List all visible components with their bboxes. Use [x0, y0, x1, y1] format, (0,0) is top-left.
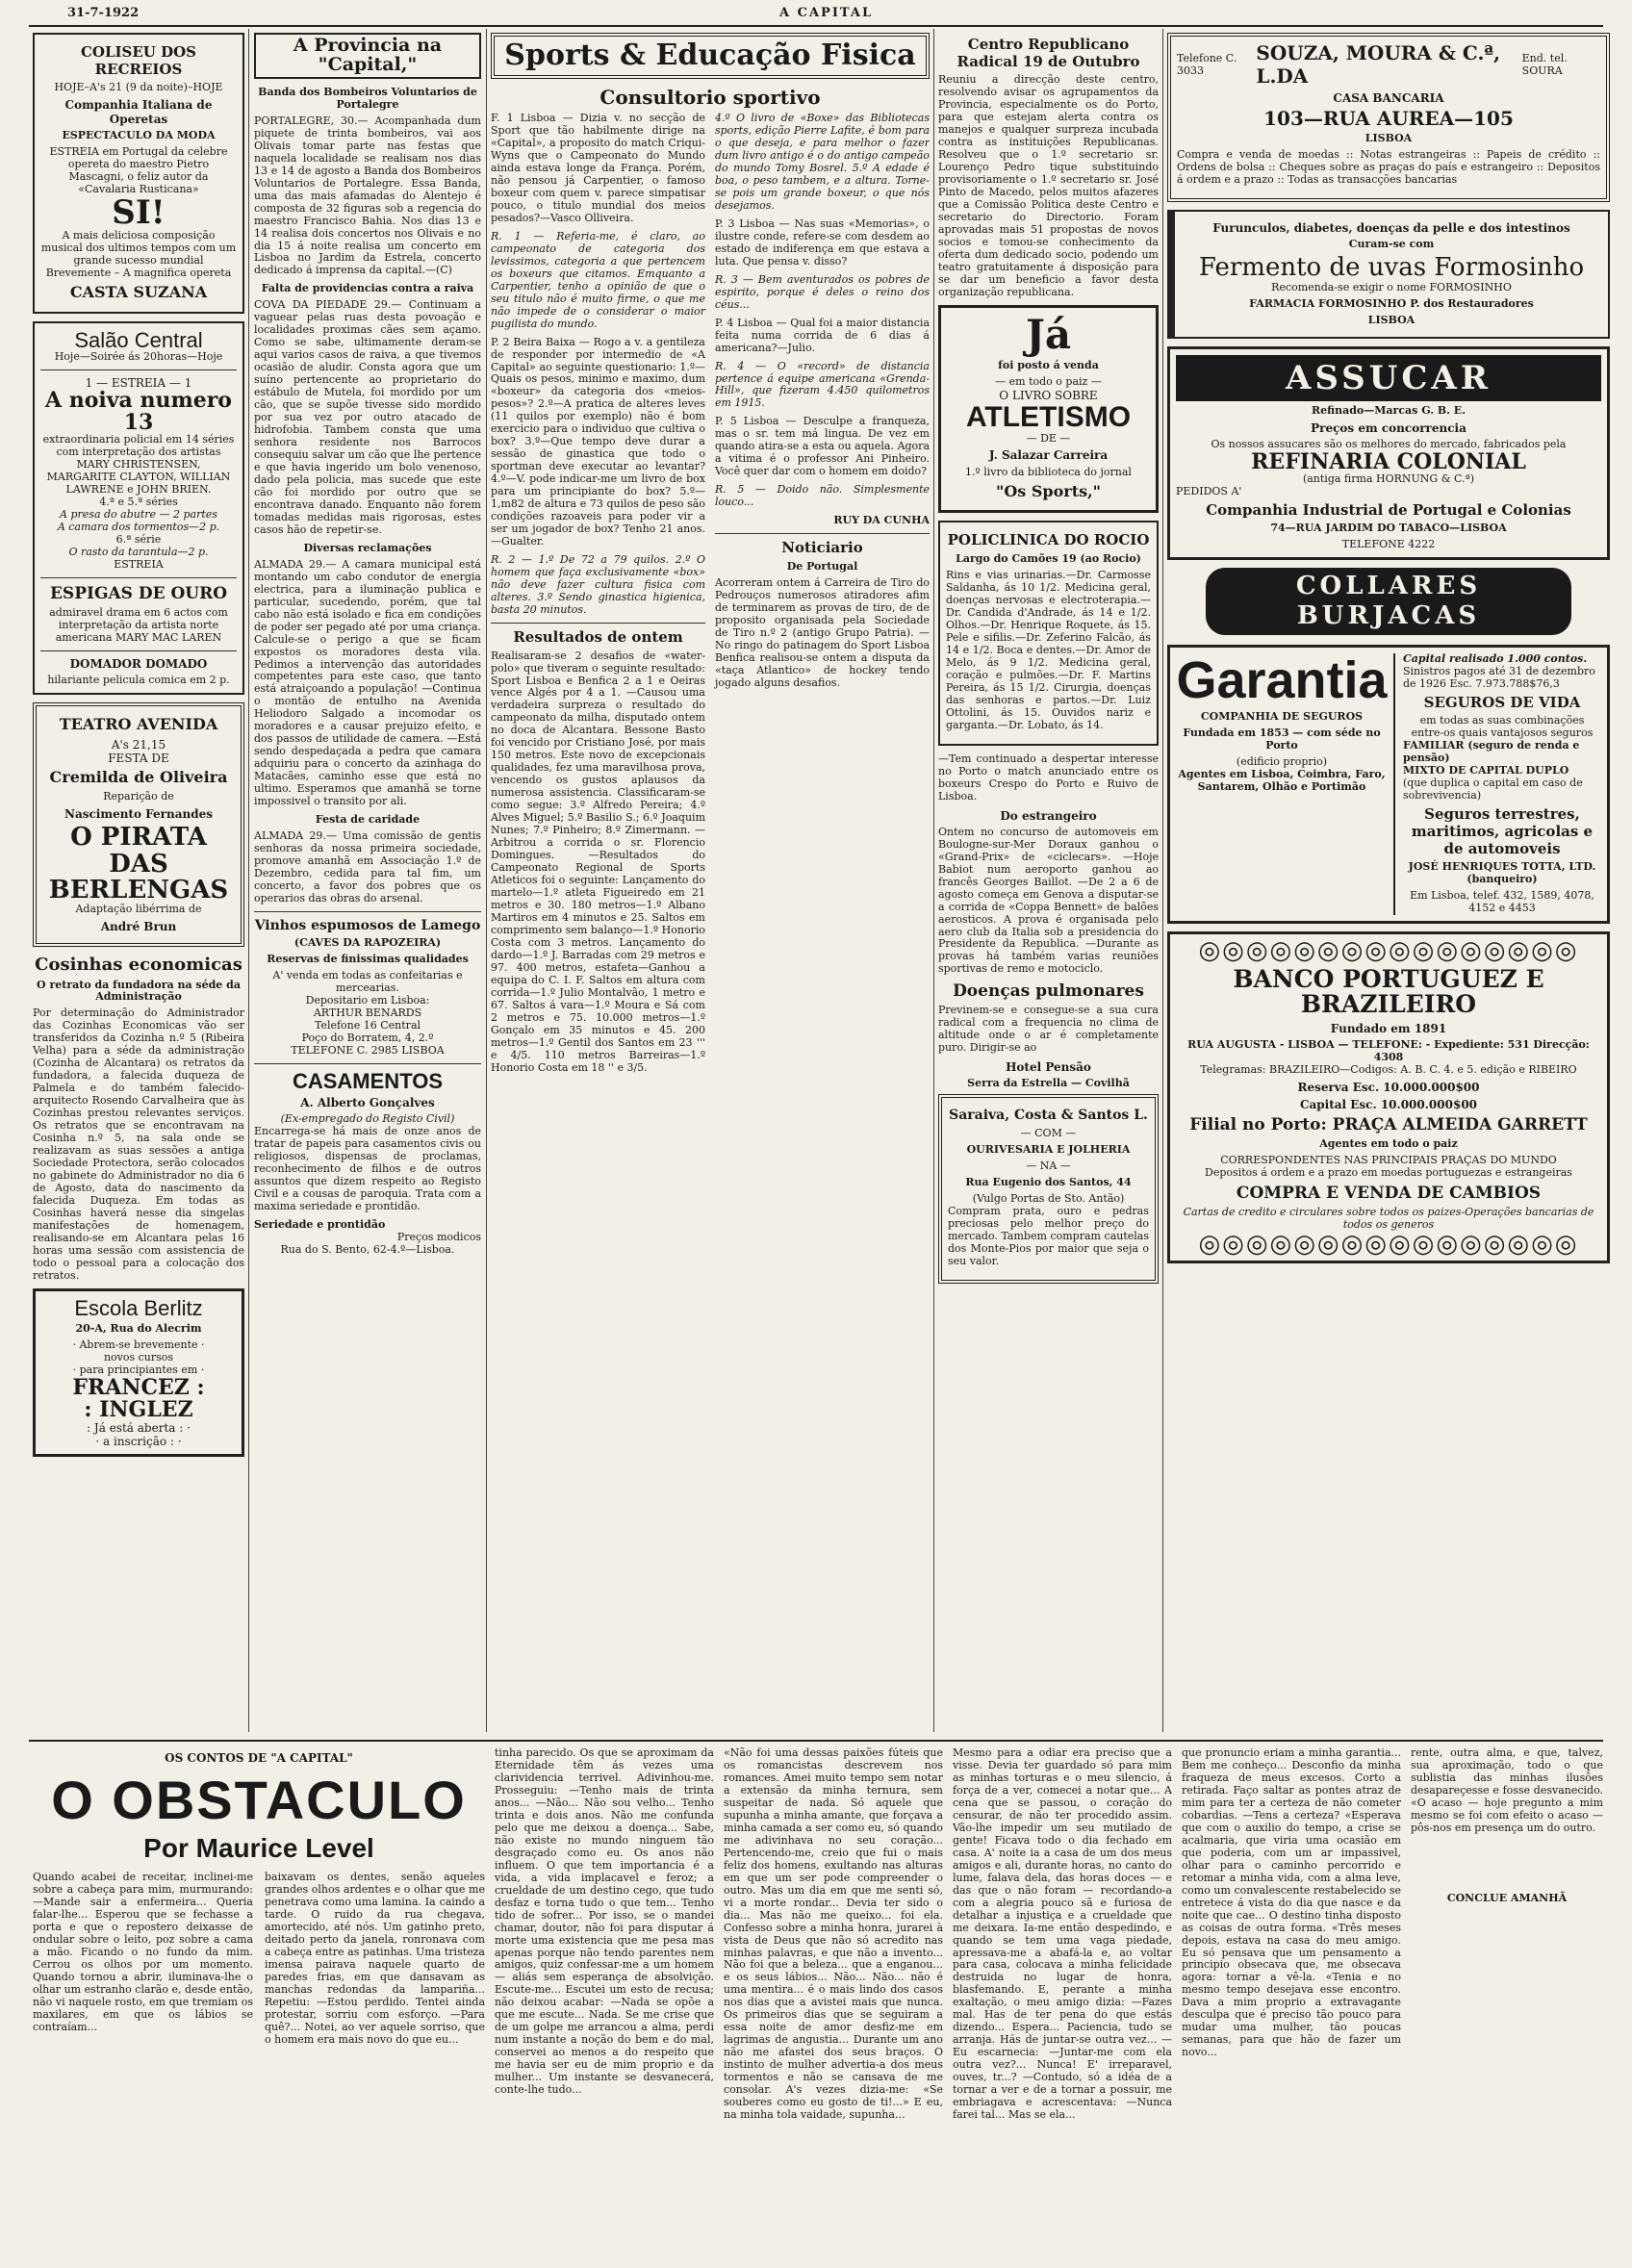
a1: R. 1 — Referia-me, é claro, ao campeonato de categoria dos levissimos, categoria a que pertencem os boxeurs que citamos. Emquanto a Carpentier, tenho a opinião de que o seu titulo não é muito firme, o que me não impede de o considerar o maior pugilista do mundo.: [491, 229, 705, 330]
paper-name: A CAPITAL: [779, 6, 874, 20]
coliseu-ad: [33, 33, 244, 314]
casamentos-sub: (Ex-empregado do Registo Civil): [280, 1112, 455, 1126]
s1-head: Banda dos Bombeiros Voluntarios de Portalegre: [258, 85, 477, 111]
centro-body: Reuniu a direcção deste centro, resolvendo avisar os agrupamentos da Provincia, especialmente os do Porto, para que estejam alerta contra os manejos e qualquer surpreza incubada contra as instituições Republicanas. Resolveu que o 1.º secretario sr. Lourenço Pedro tique substituindo provisoriamente o 1.º secretario sr. José Pinto de Macedo, pelos muitos afazeres que a Comissão Politica deste Centro e secretario do Directorio. Foram aprovadas mais 51 propostas de novos socios e tomou-se conhecimento da oferta dum dedicado socio, podendo um teatro gratuitamente á disposição para se dar um beneficio a favor desta organização republicana.: [938, 73, 1159, 298]
sports-title: Sports & Educação Fisica: [504, 38, 916, 72]
ferm-l4: FARMACIA FORMOSINHO P. dos Restauradores: [1249, 296, 1534, 310]
souza-top: [1177, 42, 1600, 88]
gar-found: Fundada em 1853 — com séde no Porto: [1183, 726, 1381, 752]
story-kicker: OS CONTOS DE "A CAPITAL": [165, 1751, 353, 1765]
divider: [715, 533, 930, 534]
sar-title: Saraiva, Costa & Santos L.: [949, 1108, 1148, 1124]
garantia-right: [1403, 653, 1601, 915]
salao-espigas: ESPIGAS DE OURO: [49, 584, 228, 603]
centro-title: Centro Republicano Radical 19 de Outubro: [956, 36, 1140, 70]
casamentos-price: Preços modicos: [396, 1231, 481, 1244]
assucar-addr: 74—RUA JARDIM DO TABACO—LISBOA: [1270, 522, 1507, 535]
dp-loc: Serra da Estrella — Covilhã: [967, 1077, 1130, 1090]
divider: [254, 911, 481, 912]
column-4: [938, 33, 1159, 1726]
sar-addr: Rua Eugenio dos Santos, 44: [965, 1175, 1132, 1188]
ja-book: ATLETISMO: [965, 401, 1132, 433]
story-p5: Mesmo para a odiar era preciso que a visse. Devia ter guardado só para mim as minhas torturas e o meu silencio, á força de a ver, comecei a notar que... A cena que se passou, o coração do censurar, de não ter procedido assim. Vão-lhe impedir um seu mutilado de gente! Ficava todo o dia fechado em casa. A' noite ia a casa de um dos meus amigos e ali, durante horas, no canto do lume, falava dela, das horas doces — e das que o não foram — recordando-a com a alegria pouco sã e furiosa de detalhar a injustiça e a crueldade que me deixara. Ia-me então despedindo, e quando se tem uma vaga piedade, apressava-me a abafá-la e, ao voltar para casa, colocava a minha felicidade destruida no lugar de honra, blasfemando. E, perante a minha exaltação, o meu amigo dizia: —Fazes mal. Has de ter pena do que estás dizendo... Espera... Paciencia, tudo se arranja. Hás de juntar-se outra vez... —Eu escarnecia: —Juntar-me com ela outra vez?... Nunca! E' irreparavel, ouves, tr...? —Contudo, só a idéa de a tornar a ver e de a tornar a possuir, me embriagava e acrescentava: —Nunca farei tal... Mas se ela...: [953, 1747, 1172, 2122]
bpb-cart: Cartas de credito e circulares sobre todos os paizes-Operações bancarias de todos os generos: [1183, 1205, 1594, 1231]
salao-espigas-desc: admiravel drama em 6 actos com interpretação da artista norte americana MARY MAC LAREN: [49, 606, 228, 644]
gar-sin: Sinistros pagos até 31 de dezembro de 1926 Esc. 7.973.788$76,3: [1403, 664, 1595, 690]
sar-body: Compram prata, ouro e pedras preciosas pelo melhor preço do mercado. Tambem compram cautelas dos Monte-Pios por maior que seja o seu valor.: [948, 1204, 1149, 1267]
column-3: [491, 33, 930, 1726]
souza-sub: CASA BANCARIA: [1333, 91, 1444, 106]
q1: F. 1 Lisboa — Dizia v. no secção de Sport que tão habilmente dirige na «Capital», a proposito do match Criqui-Wyns que o Campeonato do Mundo ainda estava longe da França. Porém, não pensou já Carpentier, o famoso boxeur com quem v. parece simpatisar pouco, o titulo mundial dos meios pesados?—Vasco Olliveira.: [491, 112, 705, 224]
coliseu-note: A mais deliciosa composição musical dos ultimos tempos com um grande sucesso mundial: [40, 229, 237, 268]
res-title: Resultados de ontem: [513, 627, 683, 646]
assucar-ped: PEDIDOS A': [1176, 484, 1242, 497]
souza-moura-ad: [1167, 33, 1610, 202]
salao-series: 4.ª e 5.ª séries: [99, 496, 178, 509]
column-2: [254, 33, 481, 1726]
berlitz-addr: 20-A, Rua do Alecrim: [75, 1321, 202, 1335]
salao-ep: 1 — ESTREIA — 1: [85, 376, 192, 390]
ornament-border: ◎◎◎◎◎◎◎◎◎◎◎◎◎◎◎◎: [1198, 1231, 1579, 1257]
vinhos-l3: Depositario em Lisboa:: [305, 994, 430, 1007]
gar-title: Garantia: [1176, 650, 1388, 709]
teatro-festa: FESTA DE: [108, 752, 169, 766]
salao-times: Hoje—Soirée ás 20horas—Hoje: [54, 350, 223, 364]
atletismo-ad: [938, 305, 1159, 514]
casamentos-end: Seriedade e prontidão: [254, 1218, 386, 1232]
column-rule: [1162, 29, 1163, 1732]
story-p4: «Não foi uma dessas paixões fúteis que os romancistas descrevem nos romances. Amei muito tempo sem notar a extensão da minha ternura, sem suspeitar de nada. Só aquele que supunha a minha amante, que forçava a minha camada a ser como eu, só quando me adivinhava no seu coração... Pertencendo-me, creio que fui o mais feliz dos homens, exultando nas alturas em que um ser pode compreender o outro. Mas um dia em que me senti só, vi a morte rondar... Devia ter sido o dia... Mas não me queixo... foi ela. Confesso sobre a minha honra, jurarei à vista de Deus que não só acredito nas minhas palavras, e que não a invento... Não foi que a beleza... que a enganou... e os seus lábios... Não... Não... não é uma mentira... é o mais lindo dos casos nos dias que a avistei mais que nunca. Os primeiros dias que se seguiram a essa noite de amor desfiz-me em lagrimas de angustia... Durante um ano não me afastei dos seus braços. O instinto de mulher advertia-a dos meus tormentos e não se cansava de me consolar. A's vezes dizia-me: «Se souberes como eu gosto de ti!...» E eu, na minha tola vaidade, supunha...: [724, 1747, 943, 2122]
salao-line3: 6.ª série: [115, 533, 162, 547]
s1-body: PORTALEGRE, 30.— Acompanhada dum piquete de trinta bombeiros, vai aos Olivais tomar parte nas festas que naquela localidade se realisam nos dias 13 e 14 de agosto a Banda dos Bombeiros Voluntarios de Portalegre. Essa Banda, uma das mais afamadas do Alentejo é composta de 32 figuras sob a regencia do maestro Francisco Bahia. Nos dias 13 e 14 realisa dois concertos nos Olivais e no dia 15 á noite realisa um concerto em Lisboa no Jardim da Estrela, concerto dedicado á imprensa da capital.—(C): [254, 114, 481, 277]
coliseu-next: CASTA SUZANA: [69, 283, 208, 302]
souza-body: Compra e venda de moedas :: Notas estrangeiras :: Papeis de crédito :: Ordens de bolsa :: Cheques sobre as praças do país e estrangeiro :: Depositos á ordem e a prazo :: Todas as transacções bancarias: [1177, 148, 1600, 187]
teatro-play1: O PIRATA: [70, 823, 207, 853]
signature: RUY DA CUNHA: [833, 514, 930, 527]
story-col-4: [953, 1747, 1172, 2257]
berlitz-en: : INGLEZ: [84, 1396, 193, 1422]
casamentos-title: CASAMENTOS: [292, 1069, 444, 1094]
story-col-5: [1182, 1747, 1401, 2257]
story-col-6: [1411, 1747, 1603, 2257]
s3-body: ALMADA 29.— A camara municipal está montando um cabo condutor de energia electrica, para a iluminação publica e particular, sucedendo, porém, que tal cabo não está isolado e fica em condições de poder ser pegado até por uma criança. Calcule-se o perigo a que se ficam expostos os moradores desta vila. Pedimos a intervenção das autoridades competentes para este caso, que tanto está atraiçoando a população! —Continua o montão de entulho na Avenida Heliodoro Salgado a incomodar os moradores e a causar prejuizo efeito, e dos passos de utilidade de camera. —Está sendo despedaçada a pedra que camara adquiriu para o concerto da azinhaga do Matacães, caminho esse que está no ultimo. Esperamos que amanhã se torne impossivel o transito por ali.: [254, 557, 481, 808]
p3: P. 3 Lisboa — Nas suas «Memorias», o ilustre conde, refere-se com desdem ao estado de indiferença em que estava a luta. Que pensa v. disso?: [715, 217, 930, 268]
estrangeiro-body: Ontem no concurso de automoveis em Boulogne-sur-Mer Doraux ganhou o «Grand-Prix» de «ciclecars». —Hoje Babiot num aeroporto ganhou ao francês Georges Baillot. —De 2 a 6 de agosto começa em Genova a disputar-se a corrida de «Coppa Bennett» de balões aerosticos. A prova é organisada pelo aero club da Italia sob a presidencia do Presidente da Republica. —Durante as provas há também varias reuniões sportivas de remo e motociclo.: [938, 825, 1159, 976]
divider: [40, 650, 237, 651]
souza-tel: Telefone C. 3033: [1177, 51, 1237, 77]
bpb-corr: CORRESPONDENTES NAS PRINCIPAIS PRAÇAS DO MUNDO: [1220, 1153, 1557, 1166]
noticiario-body: Acorreram ontem á Carreira de Tiro do Pedrouços numerosos atiradores afim de terminarem as provas de tiro, de de proposito organisada pela Sociedade de Tiro n.º 2 (antigo Grupo Patria). —No ringo do patinagem do Sport Lisboa Benfica realisou-se ontem a disputa da «taça Atlantico» de hockey tendo jogado alguns desafios.: [715, 575, 930, 689]
souza-city: LISBOA: [1364, 132, 1413, 145]
estrangeiro-title: Do estrangeiro: [1000, 808, 1097, 823]
gar-agent: JOSÉ HENRIQUES TOTTA, LTD. (banqueiro): [1408, 860, 1596, 886]
teatro-title: TEATRO AVENIDA: [59, 715, 218, 734]
divider: [491, 623, 705, 624]
p4: P. 4 Lisboa — Qual foi a maior distancia feita numa corrida de 6 dias á americana?—Julio.: [715, 316, 930, 354]
gar-fam: FAMILIAR (seguro de renda e pensão): [1403, 739, 1580, 765]
coliseu-desc: ESTREIA em Portugal da celebre opereta do maestro Pietro Mascagni, o feliz autor da «Cavalaria Rusticana»: [49, 144, 228, 195]
ja-l2: — em todo o paiz —: [995, 374, 1102, 388]
teatro-play2: DAS BERLENGAS: [48, 849, 229, 905]
story-title: O OBSTACULO: [51, 1770, 467, 1831]
coliseu-company: Companhia Italiana de Operetas: [64, 98, 213, 126]
cosinhas-body: Por determinação do Administrador das Cozinhas Economicas vão ser transferidos da Cozinha n.º 5 (Ribeira Velha) para a séde da administração (Cozinha de Alcantara) os retratos da fundadora, a falecida duqueza de Palmela e do também falecido-arquitecto Rosendo Carvalheira que às Cozinhas prestou relevantes serviços. Os retratos que se encontravam na Cosinha n.º 5, na sala onde se realizavam as suas sessões a antiga Sociedade Protectora, serão colocados no gabinete do Administrador no dia 6 de Agosto, data do nascimento da falecida Duqueza. Em todas as Cosinhas haverá nesse dia singelas manifestações de homenagem, realisando-se em Alcantara pelas 16 horas uma sessão com assistencia de todo o pessoal para a colocação dos retratos.: [33, 1007, 244, 1282]
berlitz-l1: · Abrem-se brevemente ·: [72, 1338, 205, 1351]
coliseu-time: HOJE–A's 21 (9 da noite)–HOJE: [54, 81, 223, 94]
gar-terr: Seguros terrestres, maritimos, agricolas e de automoveis: [1411, 805, 1594, 857]
vinhos-l6: Poço do Borratem, 4, 2.º: [301, 1032, 434, 1045]
teatro-who: Nascimento Fernandes: [64, 807, 213, 822]
noticiario-sub: De Portugal: [786, 559, 858, 573]
column-5: [1167, 33, 1610, 1726]
sar-trade: OURIVESARIA E JOLHERIA: [966, 1142, 1131, 1156]
coliseu-show: SI!: [112, 192, 166, 232]
ja-l1: foi posto á venda: [998, 358, 1099, 371]
poli-addr: Largo do Camões 19 (ao Rocio): [956, 552, 1141, 566]
gar-tel: Em Lisboa, telef. 432, 1589, 4078, 4152 e 4453: [1410, 889, 1594, 915]
teatro-adapt: Adaptação libérrima de: [75, 903, 202, 916]
berlitz-l3: · para principiantes em ·: [72, 1363, 205, 1376]
a2: R. 2 — 1.º De 72 a 79 quilos. 2.º O homem que faça exclusivamente «box» não deve fazer cultura fisica com alteres. 3.º Sendo ginastica higienica, basta 20 minutos.: [491, 553, 705, 616]
dp-title: Doenças pulmonares: [953, 981, 1144, 1002]
gar-agents: Agentes em Lisboa, Coimbra, Faro, Santarem, Olhão e Portimão: [1178, 768, 1386, 794]
vinhos-l7: TELEFONE C. 2985 LISBOA: [291, 1044, 445, 1058]
noticiario-title: Noticiario: [781, 539, 863, 557]
cosinhas-sub: O retrato da fundadora na séde da Administração: [37, 978, 241, 1004]
s3-head: Diversas reclamações: [303, 541, 432, 554]
bpb-agents: Agentes em todo o paiz: [1319, 1136, 1458, 1150]
sports-right: [715, 113, 930, 1080]
salao-estreia: ESTREIA: [114, 558, 164, 572]
berlitz-fr: FRANCEZ :: [72, 1374, 205, 1400]
sports-columns: [491, 113, 930, 1080]
gar-seg2: em todas as suas combinações entre-os quais vantajosos seguros: [1411, 714, 1594, 740]
p5: P. 5 Lisboa — Desculpe a franqueza, mas o sr. tem má lingua. De vez em quando atira-se a esta ou aquela. Agora a vitima é o professor Ani Pinheiro. Você quer dar com o homem em doido?: [715, 415, 930, 478]
assucar-ad: [1167, 346, 1610, 561]
ferm-title: Fermento de uvas Formosinho: [1198, 253, 1585, 283]
coliseu-title: COLISEU DOS RECREIOS: [80, 43, 197, 78]
bpb-filial: Filial no Porto: PRAÇA ALMEIDA GARRETT: [1189, 1114, 1588, 1134]
salao-line4: O rasto da tarantula—2 p.: [68, 546, 209, 559]
column-rule: [933, 29, 934, 1732]
banco-ad: [1167, 931, 1610, 1263]
souza-addr: 103—RUA AUREA—105: [1263, 107, 1514, 131]
gar-build: (edificio proprio): [1236, 755, 1328, 769]
bpb-cv: COMPRA E VENDA DE CAMBIOS: [1236, 1183, 1542, 1203]
vinhos-l5: Telefone 16 Central: [314, 1019, 421, 1032]
teatro-avenida-ad: [33, 702, 244, 947]
story-p2: baixavam os dentes, senão aqueles grandes olhos ardentes e o olhar que me penetrava como uma lamina. Ia caindo a tarde. O ruido da rua chegava, amortecido, até nós. Um gatinho preto, deitado perto da janela, ronronava com a cabeça entre as patinhas. Uma tristeza imensa pairava naquele quarto de paredes frias, em que dansavam as manchas redondas da lampariña... Repetiu: —Estou perdido. Tentei ainda protestar, sorriu com esforço. —Para quê?... Notei, ao ver aquele sorriso, que o homem era mais novo do que eu...: [265, 1871, 485, 2046]
story-col-1: [33, 1747, 485, 2257]
assucar-l1: Refinado—Marcas G. B. E.: [1311, 403, 1466, 417]
vinhos-sub: (CAVES DA RAPOZEIRA): [293, 936, 442, 950]
divider: [254, 1063, 481, 1064]
story-rule: [29, 1740, 1603, 1742]
salao-domador: DOMADOR DOMADO: [69, 656, 208, 671]
page-header: [29, 4, 1603, 27]
r5: R. 5 — Doido não. Simplesmente louco...: [715, 483, 930, 509]
salao-line2: A camara dos tormentos—2 p.: [57, 521, 220, 534]
dp-body: Previnem-se e consegue-se a sua cura radical com a frequencia no clima de altitude onde o ar é completamente puro. Dirigir-se ao: [938, 1004, 1159, 1055]
bpb-res: Reserva Esc. 10.000.000$00: [1297, 1080, 1480, 1094]
collares-ad: COLLARES BURJACAS: [1206, 568, 1571, 634]
ja-series: 1.º livro da biblioteca do jornal: [965, 465, 1132, 478]
garantia-ad: [1167, 645, 1610, 924]
ferm-l1: Furunculos, diabetes, doenças da pelle e dos intestinos: [1212, 221, 1570, 236]
fermento-ad: [1167, 210, 1610, 338]
bpb-dep: Depositos á ordem e a prazo em moedas portuguezas e estrangeiras: [1205, 1165, 1572, 1179]
teatro-name: Cremilda de Oliveira: [49, 768, 228, 787]
berlitz-title: Escola Berlitz: [74, 1295, 203, 1320]
gar-dup: (que duplica o capital em caso de sobrevivencia): [1403, 777, 1583, 803]
ja-title: Já: [1025, 310, 1072, 358]
bpb-addr: RUA AUGUSTA - LISBOA — TELEFONE: - Expediente: 531 Direcção: 4308: [1187, 1037, 1590, 1063]
poli-body: Rins e vias urinarias.—Dr. Carmosse Saldanha, ás 10 1/2. Medicina geral, doenças nervosas e electroterapia.—Dr. Candida d'Andrade, ás 14 e 1/2. Olhos.—Dr. Henrique Roquete, ás 15. Pele e sifilis.—Dr. Zeferino Falcão, ás 14 e 1/2. Boca e dentes.—Dr. Amor de Melo, ás 9 1/2. Medicina geral, coração e pulmões.—Dr. F. Martins Pereira, ás 15 1/2. Cirurgia, doenças das senhoras e partos.—Dr. Luiz Ottolini, ás 15. Ouvidos nariz e garganta.—Dr. Lobato, ás 14.: [946, 569, 1151, 731]
bpb-tele: Telegramas: BRAZILEIRO—Codigos: A. B. C. 4. e 5. edição e RIBEIRO: [1200, 1062, 1577, 1076]
ornament-border: ◎◎◎◎◎◎◎◎◎◎◎◎◎◎◎◎: [1198, 938, 1579, 964]
vinhos-l1: Reservas de finissimas qualidades: [267, 953, 469, 966]
column-rule: [486, 29, 487, 1732]
coliseu-event: ESPECTACULO DA MODA: [62, 128, 216, 141]
garantia-left: [1176, 650, 1395, 915]
berlitz-open: : Já está aberta : ·: [87, 1420, 191, 1435]
sports-left: [491, 113, 705, 1080]
assucar-l4: (antiga firma HORNUNG & C.ª): [1302, 471, 1475, 485]
vinhos-title: Vinhos espumosos de Lamego: [254, 917, 481, 933]
vinhos-ad: [254, 918, 481, 1058]
sar-na: — NA —: [1026, 1159, 1071, 1172]
story-p6: que pronuncio eriam a minha garantia... Bem me conheço... Desconfio da minha fraqueza de meus excesos. Corto a retirada. Faço saltar as pontes atraz de mim para ter a certeza de não cometer cobardias. —Tens a certeza? «Esperava que com o auxilio do tempo, a crise se acalmaria, que viria uma ocasião em que poderia, com um ar impassivel, olhar para o caminho percorrido e retomar a minha vida, com a alma leve, como um convalescente restabelecido se entretece á vista do dia que nasce e da noite que cae... O destino tinha disposto as coisas de outra forma. «Três meses depois, estava na casa do meu amigo. Eu só pensava que um pensamento a principio obsecava que, me obsecava agora: tornar a vê-la. «Tenia e no mesmo tempo desejava esse encontro. Dava a mim proprio a extravagante desculpa que é preciso tão pouco para mudar uma mulher, tão poucas semanas, para que hão de fazer um novo...: [1182, 1747, 1401, 2059]
s4-head: Festa de caridade: [315, 813, 421, 827]
vinhos-l4: ARTHUR BENARDS: [313, 1007, 422, 1020]
s4-body: ALMADA 29.— Uma comissão de gentis senhoras da nossa primeira sociedade, promove amanhã em Associação 1.º de Dezembro, cedida para tal fim, um concerto, a favor dos pobres que os operarios das obras do arsenal.: [254, 829, 481, 905]
issue-date: 31-7-1922: [67, 6, 140, 20]
casamentos-name: A. Alberto Gonçalves: [300, 1096, 435, 1110]
souza-end: End. tel. SOURA: [1521, 51, 1568, 77]
ja-paper: "Os Sports,": [996, 481, 1101, 500]
column-rule: [248, 29, 249, 1732]
sar-old: (Vulgo Portas de Sto. Antão): [972, 1191, 1125, 1205]
r4: R. 4 — O «record» de distancia pertence á equipe americana «Grenda-Hill», que fizeram 4.450 quilometros em 1915.: [715, 359, 930, 410]
casamentos-addr: Rua do S. Bento, 62-4.º—Lisboa.: [280, 1243, 455, 1257]
assucar-l2: Preços em concorrencia: [1311, 420, 1466, 435]
saraiva-ad: [938, 1094, 1159, 1283]
berlitz-l2: novos cursos: [103, 1350, 174, 1363]
teatro-rep: Reparição de: [103, 790, 174, 803]
policlinica-ad: [938, 521, 1159, 745]
story-p3: tinha parecido. Os que se aproximam da Eternidade têm ás vezes uma clarividencia terrivel. Adivinhou-me. Prosseguiu: —Tenho mais de trinta anos... —Não... Não sou velho... Tenho trinta e dois anos. Não me confunda pelo que me deixou a doença... Sabe, não existe no mundo ninguem tão desgraçado como eu. Os anos não influem. O que tem importancia é a vida, a vida implacavel e feroz; a crueldade de um destino cego, que tudo desfaz e torna tudo o que tem... Tenho tido de sofrer... Por isso, se o mandei chamar, doutor, não foi para disputar á morte uma existencia que me pesa mas apenas porque não tendo parentes nem amigos, quiz confessar-me a um homem — aliás sem esperança de absolvição. Escute-me... Escutei um esto de recusa; não deixou acabar: —Nada se opõe a que me escute... Nada. Se me crise que de um golpe me arrancou a alma, perdi num instante a noção do bem e do mal, conservei ao menos a do respeito que me havia ser eu de mim proprio e da mulher... Um instante se desvanecerá, conte-lhe tudo...: [495, 1747, 714, 2097]
divider: [40, 577, 237, 578]
dp-hotel: Hotel Pensão: [1006, 1060, 1091, 1075]
story-subcols: [33, 1872, 485, 2052]
r3: R. 3 — Bem aventurados os pobres de espirito, porque é deles o reino dos céus...: [715, 272, 930, 311]
coliseu-soon: Brevemente – A magnifica opereta: [45, 267, 232, 280]
bpb-title: BANCO PORTUGUEZ E BRAZILEIRO: [1233, 965, 1544, 1019]
ja-l3: O LIVRO SOBRE: [999, 388, 1098, 402]
salao-line1: A presa do abutre — 2 partes: [60, 508, 217, 522]
q3: 4.º O livro de «Boxe» das Bibliotecas sports, edição Pierre Lafite, é bom para o que deseja, e para melhor o fazer dum livro antigo é o do antigo campeão do mundo Tomy Bosrel. 5.º A edade é boa, o peso tambem, e a altura. Torne-se pois um grande boxeur, o que nós desejamos.: [715, 112, 930, 212]
bpb-cap: Capital Esc. 10.000.000$00: [1299, 1097, 1478, 1111]
ja-de: — DE —: [1026, 431, 1071, 445]
berlitz-insc: · a inscrição : ·: [95, 1435, 182, 1449]
cosinhas-title: Cosinhas economicas: [35, 955, 242, 976]
story-continue: CONCLUE AMANHÃ: [1446, 1891, 1568, 1904]
sar-com: — COM —: [1020, 1126, 1077, 1139]
assucar-co: Companhia Industrial de Portugal e Colonias: [1206, 500, 1571, 519]
res-body: Realisaram-se 2 desafios de «water-polo» que tiveram o seguinte resultado: Sport Lisboa e Benfica 2 a 1 e Oeiras vence Algés por 4 a 1. —Causou uma verdadeira surpreza o resultado do campeonato da milha, disputado ontem no doca de Alcantara. Bessone Basto foi vencido por Cristiano José, por mais 150 metros. Este novo de excepcionais qualidades, fez uma maravilhosa prova, vencendo os gustos aplausos da numerosa assistencia. Classificaram-se como segue: 3.º Alfredo Pereira; 4.º Alves Miguel; 5.º Basilio S.; 6.º Joaquim Nunes; 7.º Pinheiro; 8.º Zimermann. —Arbitrou a corrida o sr. Florencio Domingues. —Resultados do Campeonato Regional de Sports Atleticos foi o seguinte: Lançamento do martelo—1.º atleta Figueiredo em 21 metros e 30. 180 metros—1.º Albano Martiros em 4 minutos e 25. Saltos em comprimento sem balanço—1.º Honorio Costa com 3 metros. Lançamento do dardo—1.º J. Barradas com 29 metros e 97. 400 metros, estafeta—Ganhou a equipa do C. I. F. Saltos em altura com corrida—1.º Julio Montalvão, 1 metro e 67. Saltos á vara—1.º Moura e Sá com 2 metros e 75. 10.000 metros—1.º Gonçalo em 35 minutos e 45. 200 metros—1.º Gentil dos Santos em 23 ''' e 4/5. 110 metros Barreiras—1.º Honorio Costa em 18 '' e 3/5.: [491, 649, 705, 1074]
assucar-l3: Os nossos assucares são os melhores do mercado, fabricados pela: [1211, 437, 1567, 450]
souza-title: SOUZA, MOURA & C.ª, L.DA: [1256, 41, 1501, 88]
salao-title: Salão Central: [74, 327, 203, 352]
salao-central-ad: [33, 321, 244, 695]
gar-mixto: MIXTO DE CAPITAL DUPLO: [1403, 764, 1569, 777]
teatro-author: André Brun: [100, 920, 177, 934]
gar-co: COMPANHIA DE SEGUROS: [1200, 710, 1364, 724]
assucar-title: ASSUCAR: [1176, 355, 1601, 401]
assucar-ref: REFINARIA COLONIAL: [1251, 448, 1526, 474]
berlitz-ad: [33, 1288, 244, 1457]
teatro-time: A's 21,15: [111, 737, 166, 752]
salao-domador-desc: hilariante pelicula comica em 2 p.: [47, 674, 230, 687]
cosinhas-article: [33, 955, 244, 1282]
salao-desc: extraordinaria policial em 14 séries com interpretação dos artistas: [42, 433, 235, 459]
story-p1: Quando acabei de receitar, inclinei-me sobre a cabeça para mim, murmurando: —Mande sair a enfermeira... Queria falar-lhe... Esperou que se fechasse a porta e que o repostero deixasse de ondular sobre o leito, poz sobre a cama a mão. Ficando o no fundo da mim. Cerrou os olhos por um momento. Quando tornou a abrir, iluminava-lhe o olhar um estranho clarão e, desde então, não vi naquele rosto, em que tremiam os maxilares, em que os lábios se contraíam...: [33, 1871, 253, 2033]
story-col-2: [495, 1747, 714, 2257]
story-author: Por Maurice Level: [143, 1833, 374, 1864]
casamentos-body: Encarrega-se há mais de onze anos de tratar de papeis para casamentos civis ou religiosos, dispensas de proclamas, reconhecimento de filhos e de outros assuntos que dizem respeito ao Registo Civil e a cousas de paroquia. Trata com a maxima seriedade e prontidão.: [254, 1125, 481, 1213]
s2-head: Falta de providencias contra a raiva: [261, 282, 474, 295]
bpb-found: Fundado em 1891: [1330, 1021, 1447, 1035]
provincia-title: A Provincia na "Capital,": [293, 35, 443, 75]
story-p7: rente, outra alma, e que, talvez, sua aproximação, todo o que sublistia das minhas ilusões desapareçesse e fosse desvanecido. «O acaso — hoje pregunto a mim mesmo se foi com efeito o acaso — pôs-nos em presença um do outro.: [1411, 1747, 1603, 1834]
vinhos-l2: A' venda em todas as confeitarias e mercearias.: [272, 969, 463, 995]
column-1: [33, 33, 244, 1726]
q2: P. 2 Beira Baixa — Rogo a v. a gentileza de responder por intermedio de «A Capital» ao seguinte questionario: 1.º—Quais os pesos, minimo e maximo, dum «boxeur» da categoria dos «meios-pesos»? 2.º—A pratica de alteres leves (11 quilos por exemplo) não é bom exercicio para o individuo que cultiva o box? 3.º—Que tempo deve durar a sessão de ginastica que todo o sportman deve executar ao levantar? 4.º—V. pode indicar-me um livro de box para um principiante do box? 5.º—1,m82 de altura e 73 quilos de peso são condições razoaveis para poder vir a ser um jogador de box? Tenho 21 anos.—Gualter.: [491, 335, 705, 548]
ferm-l3: Recomenda-se exigir o nome FORMOSINHO: [1271, 280, 1512, 293]
ja-author: J. Salazar Carreira: [988, 448, 1109, 463]
salao-cast: MARY CHRISTENSEN, MARGARITE CLAYTON, WILLIAN LAWRENE e JOHN BRIEN.: [46, 458, 231, 497]
ferm-l2: Curam-se com: [1348, 238, 1435, 251]
gar-seg: SEGUROS DE VIDA: [1423, 693, 1581, 711]
casamentos-ad: [254, 1070, 481, 1257]
sports-banner: [491, 33, 930, 79]
assucar-tel: TELEFONE 4222: [1341, 538, 1436, 551]
sports-sub: Consultorio sportivo: [599, 85, 821, 109]
gar-cap: Capital realisado 1.000 contos.: [1403, 651, 1588, 665]
salao-film: A noiva numero 13: [45, 388, 232, 436]
s2-body: COVA DA PIEDADE 29.— Continuam a vaguear pelas ruas desta povoação e localidades proximas cães sem açamo. Como se sabe, ultimamente deram-se aqui varios casos de raiva, a que tivemos ocasião de aludir. Consta agora que um suíno pertencente ao proprietario do estábulo de Mutela, foi mordido por um cão, que se supõe tivesse sido mordido por sua vez por outro atacado de hidrofobia. Tambem consta que uma senhora residente nos Barrocos consequiu salvar um cão que lhe pertence e que havia ingerido um bolo venenoso, dado pela policia, mas sucede que este cão foi mordido por outro que se encontrava danado. Enquanto não forem tomadas medidas mais rigorosas, estes casos hão de repetir-se.: [254, 298, 481, 536]
story-col-3: [724, 1747, 943, 2257]
provincia-heading: [254, 33, 481, 79]
ferm-city: LISBOA: [1367, 313, 1415, 326]
cont-body: —Tem continuado a despertar interesse no Porto o match anunciado entre os boxeurs Crespo do Porto e Ruivo de Lisboa.: [938, 752, 1159, 803]
poli-title: POLICLINICA DO ROCIO: [947, 531, 1150, 549]
